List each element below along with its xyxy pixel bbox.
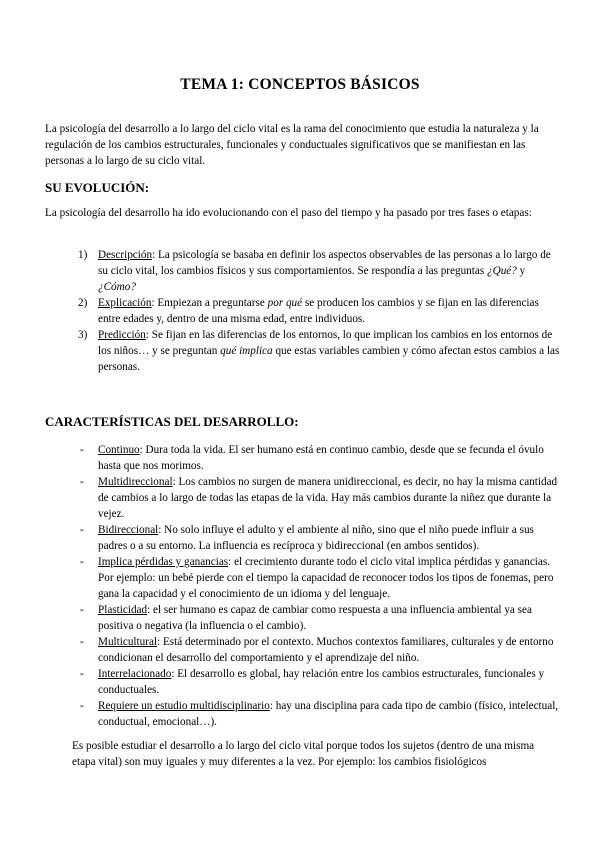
- characteristic-item: [78, 666, 560, 698]
- bullet-dash: -: [80, 700, 84, 712]
- evolution-item-term: Predicción: [98, 329, 146, 341]
- characteristic-text: : el crecimiento durante todo el ciclo vital implica pérdidas y ganancias. Por ejemplo: un bebé pierde con el tiempo la capacidad de reconocer todos los tipos de fonemas, pero gana la capacidad y el conocimiento de un idioma y del lenguaje.: [98, 556, 554, 600]
- characteristic-term: Bidireccional: [98, 524, 159, 536]
- evolution-item-italic: por qué: [267, 297, 303, 309]
- evolution-item-italic: qué implica: [220, 345, 273, 357]
- bullet-dash: -: [80, 476, 84, 488]
- characteristic-item: [78, 442, 560, 474]
- characteristic-text: : Los cambios no surgen de manera unidireccional, es decir, no hay la misma cantidad de cambios a lo largo de todas las etapas de la vida. Hay más cambios durante la niñez que durante la vejez.: [98, 476, 558, 520]
- evolution-heading: SU EVOLUCIÓN:: [45, 180, 150, 195]
- page-title: TEMA 1: CONCEPTOS BÁSICOS: [180, 76, 420, 93]
- evolution-item-text: y: [516, 265, 526, 277]
- evolution-item-text: : Empiezan a preguntarse: [151, 297, 268, 309]
- characteristic-text: : El desarrollo es global, hay relación entre los cambios estructurales, funcionales y conductuales.: [98, 668, 545, 696]
- evolution-item-text: se producen los cambios y se fijan en las diferencias entre edades y, dentro de una misma edad, entre individuos.: [98, 297, 539, 325]
- evolution-item-text: : Se fijan en las diferencias de los entornos, lo que implican los cambios en los entornos de los niños… y se preguntan: [98, 329, 553, 357]
- evolution-item-3: [78, 327, 560, 375]
- evolution-list: [78, 247, 560, 375]
- characteristic-term: Plasticidad: [98, 604, 148, 616]
- evolution-item-text: que estas variables cambien y cómo afectan estos cambios a las personas.: [98, 345, 560, 373]
- evolution-item-italic: ¿Qué?: [487, 265, 517, 277]
- characteristic-term: Interrelacionado: [98, 668, 172, 680]
- evolution-item-number: 3): [78, 329, 88, 341]
- evolution-item-number: 2): [78, 297, 88, 309]
- characteristic-item: [78, 554, 560, 602]
- bullet-dash: -: [80, 556, 84, 568]
- intro-paragraph: La psicología del desarrollo a lo largo del ciclo vital es la rama del conocimiento que estudia la naturaleza y la regulación de los cambios estructurales, funcionales y conductuales significativos que se manifiestan en las personas a lo largo de su ciclo vital.: [45, 123, 539, 167]
- characteristic-text: : Está determinado por el contexto. Muchos contextos familiares, culturales y de entorno condicionan el desarrollo del comportamiento y el aprendizaje del niño.: [98, 636, 554, 664]
- characteristic-item: [78, 522, 560, 554]
- bullet-dash: -: [80, 636, 84, 648]
- evolution-item-number: 1): [78, 249, 88, 261]
- evolution-item-text: : La psicología se basaba en definir los aspectos observables de las personas a lo largo de su ciclo vital, los cambios físicos y sus comportamientos. Se respondía a las preguntas: [98, 249, 551, 277]
- characteristic-term: Continuo: [98, 444, 140, 456]
- characteristic-text: : hay una disciplina para cada tipo de cambio (físico, intelectual, conductual, emocional…).: [98, 700, 559, 728]
- characteristic-item: [78, 634, 560, 666]
- characteristic-text: : Dura toda la vida. El ser humano está en continuo cambio, desde que se fecunda el óvulo hasta que nos morimos.: [98, 444, 544, 472]
- characteristic-term: Multicultural: [98, 636, 158, 648]
- bullet-dash: -: [80, 524, 84, 536]
- characteristics-heading: CARACTERÍSTICAS DEL DESARROLLO:: [45, 414, 299, 429]
- evolution-item-term: Explicación: [98, 297, 152, 309]
- closing-paragraph: Es posible estudiar el desarrollo a lo largo del ciclo vital porque todos los sujetos (dentro de una misma etapa vital) son muy iguales y muy diferentes a la vez. Por ejemplo: los cambios fisiológicos: [72, 740, 535, 768]
- characteristic-term: Requiere un estudio multidisciplinario: [98, 700, 270, 712]
- characteristic-term: Multidireccional: [98, 476, 173, 488]
- bullet-dash: -: [80, 604, 84, 616]
- evolution-item-italic: ¿Cómo?: [98, 281, 136, 293]
- characteristics-list: [78, 442, 560, 730]
- characteristic-text: : No solo influye el adulto y el ambiente al niño, sino que el niño puede influir a sus padres o a su entorno. La influencia es recíproca y bidireccional (en ambos sentidos).: [98, 524, 534, 552]
- bullet-dash: -: [80, 668, 84, 680]
- bullet-dash: -: [80, 444, 84, 456]
- characteristic-item: [78, 698, 560, 730]
- characteristic-term: Implica pérdidas y ganancias: [98, 556, 229, 568]
- evolution-item-term: Descripción: [98, 249, 153, 261]
- evolution-item-2: [78, 295, 560, 327]
- evolution-item-1: [78, 247, 560, 295]
- characteristic-item: [78, 474, 560, 522]
- evolution-intro: La psicología del desarrollo ha ido evolucionando con el paso del tiempo y ha pasado por tres fases o etapas:: [45, 207, 532, 219]
- characteristic-item: [78, 602, 560, 634]
- characteristic-text: : el ser humano es capaz de cambiar como respuesta a una influencia ambiental ya sea positiva o negativa (la influencia o el cambio).: [98, 604, 532, 632]
